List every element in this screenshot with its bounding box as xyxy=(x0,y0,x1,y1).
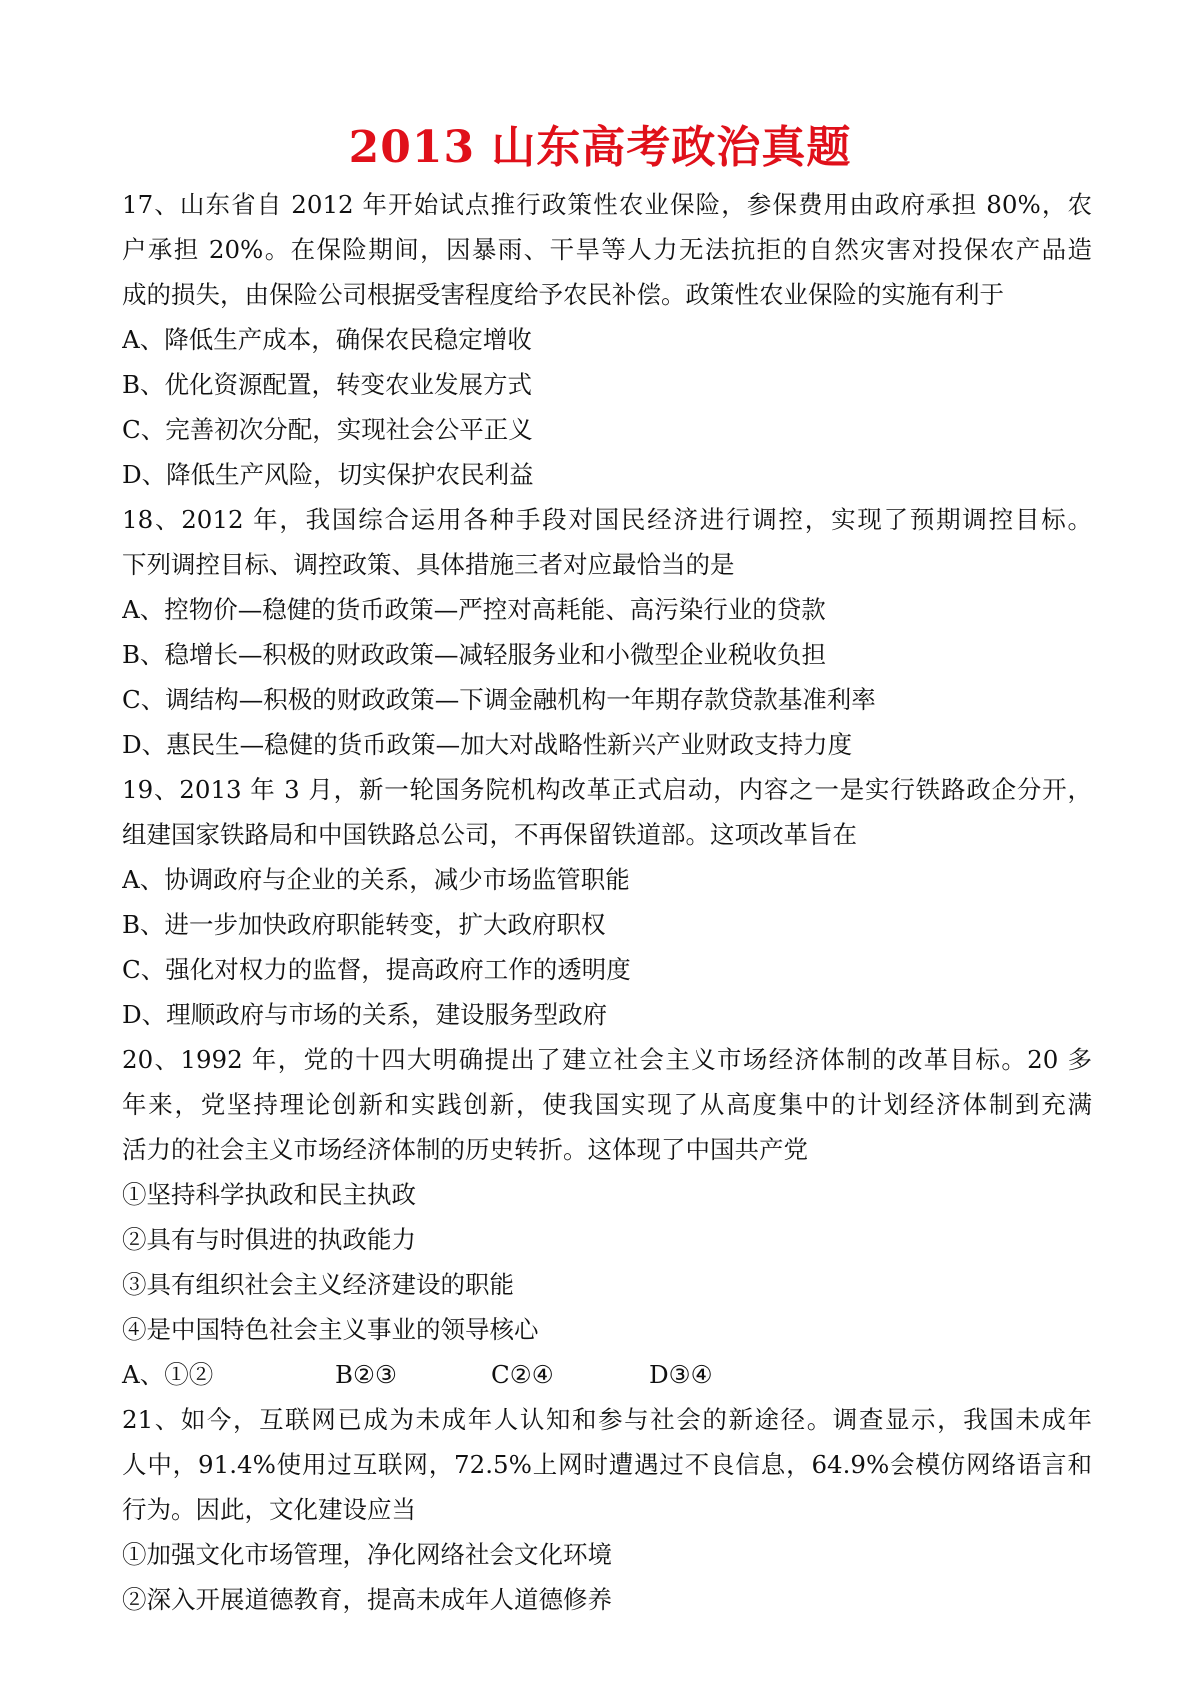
q20-stem-line-1: 20、1992 年，党的十四大明确提出了建立社会主义市场经济体制的改革目标。20 多 xyxy=(122,1045,1092,1074)
q20-choice-b: B②③ xyxy=(335,1360,397,1389)
q21-statement-1: ①加强文化市场管理，净化网络社会文化环境 xyxy=(122,1540,612,1569)
q19-option-c: C、强化对权力的监督，提高政府工作的透明度 xyxy=(122,955,631,984)
q17-stem-line-3: 成的损失，由保险公司根据受害程度给予农民补偿。政策性农业保险的实施有利于 xyxy=(122,280,1004,309)
q17-option-d: D、降低生产风险，切实保护农民利益 xyxy=(122,460,534,489)
q17-option-b: B、优化资源配置，转变农业发展方式 xyxy=(122,370,533,399)
q18-stem-line-1: 18、2012 年，我国综合运用各种手段对国民经济进行调控，实现了预期调控目标。 xyxy=(122,505,1092,534)
q17-option-c: C、完善初次分配，实现社会公平正义 xyxy=(122,415,533,444)
q21-statement-2: ②深入开展道德教育，提高未成年人道德修养 xyxy=(122,1585,612,1614)
q17-option-a: A、降低生产成本，确保农民稳定增收 xyxy=(122,325,532,354)
q20-choice-c: C②④ xyxy=(491,1360,554,1389)
q20-stem-line-3: 活力的社会主义市场经济体制的历史转折。这体现了中国共产党 xyxy=(122,1135,808,1164)
q21-stem-line-3: 行为。因此，文化建设应当 xyxy=(122,1495,416,1524)
q17-stem-line-2: 户承担 20%。在保险期间，因暴雨、干旱等人力无法抗拒的自然灾害对投保农产品造 xyxy=(122,235,1092,264)
q18-option-a: A、控物价—稳健的货币政策—严控对高耗能、高污染行业的贷款 xyxy=(122,595,826,624)
q20-stem-line-2: 年来，党坚持理论创新和实践创新，使我国实现了从高度集中的计划经济体制到充满 xyxy=(122,1090,1092,1119)
q18-stem-line-2: 下列调控目标、调控政策、具体措施三者对应最恰当的是 xyxy=(122,550,735,579)
q20-statement-3: ③具有组织社会主义经济建设的职能 xyxy=(122,1270,514,1299)
q17-stem-line-1: 17、山东省自 2012 年开始试点推行政策性农业保险，参保费用由政府承担 80%，农 xyxy=(122,190,1092,219)
q20-choice-d: D③④ xyxy=(649,1360,713,1389)
q19-stem-line-2: 组建国家铁路局和中国铁路总公司，不再保留铁道部。这项改革旨在 xyxy=(122,820,857,849)
q20-statement-4: ④是中国特色社会主义事业的领导核心 xyxy=(122,1315,539,1344)
q20-choice-a: A、①② xyxy=(122,1360,214,1389)
q18-option-b: B、稳增长—积极的财政政策—减轻服务业和小微型企业税收负担 xyxy=(122,640,827,669)
q20-statement-2: ②具有与时俱进的执政能力 xyxy=(122,1225,416,1254)
question-list xyxy=(122,182,1092,1622)
q18-option-c: C、调结构—积极的财政政策—下调金融机构一年期存款贷款基准利率 xyxy=(122,685,876,714)
q19-option-b: B、进一步加快政府职能转变，扩大政府职权 xyxy=(122,910,606,939)
page-title: 2013 山东高考政治真题 xyxy=(348,122,852,173)
q18-option-d: D、惠民生—稳健的货币政策—加大对战略性新兴产业财政支持力度 xyxy=(122,730,853,759)
q19-stem-line-1: 19、2013 年 3 月，新一轮国务院机构改革正式启动，内容之一是实行铁路政企分开， xyxy=(122,775,1092,804)
q21-stem-line-2: 人中，91.4%使用过互联网，72.5%上网时遭遇过不良信息，64.9%会模仿网络语言和 xyxy=(122,1450,1092,1479)
q19-option-d: D、理顺政府与市场的关系，建设服务型政府 xyxy=(122,1000,608,1029)
q20-choices-row xyxy=(122,1352,1092,1397)
q19-option-a: A、协调政府与企业的关系，减少市场监管职能 xyxy=(122,865,630,894)
q20-statement-1: ①坚持科学执政和民主执政 xyxy=(122,1180,416,1209)
q21-stem-line-1: 21、如今，互联网已成为未成年人认知和参与社会的新途径。调查显示，我国未成年 xyxy=(122,1405,1092,1434)
